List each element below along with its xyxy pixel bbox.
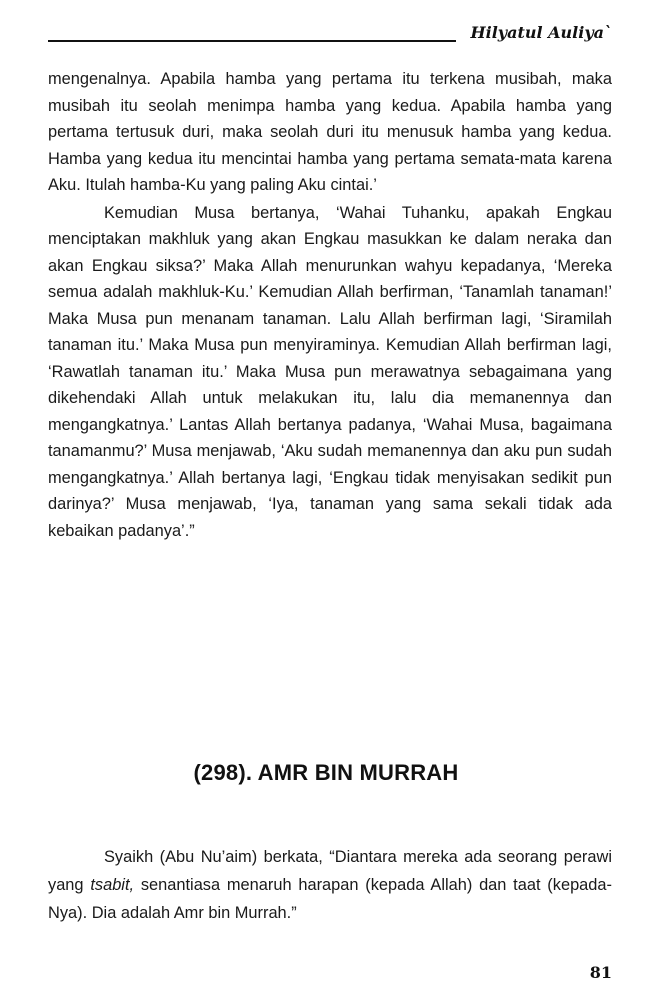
section-text <box>48 843 612 927</box>
paragraph-2: Kemudian Musa bertanya, ‘Wahai Tuhanku, apakah Engkau menciptakan makhluk yang akan Engkau masukkan ke dalam neraka dan akan Engkau siksa?’ Maka Allah menurunkan wahyu kepadanya, ‘Mereka semua adalah makhluk-Ku.’ Kemudian Allah berfirman, ‘Tanamlah tanaman!’ Maka Musa pun menanam tanaman. Lalu Allah berfirman lagi, ‘Siramilah tanaman itu.’ Maka Musa pun menyiraminya. Kemudian Allah berfirman lagi, ‘Rawatlah tanaman itu.’ Maka Musa pun merawatnya sebagaimana yang dikehendaki Allah untuk melakukan itu, lalu dia memanennya dan mengangkatnya.’ Lantas Allah bertanya padanya, ‘Wahai Musa, bagaimana tanamanmu?’ Musa menjawab, ‘Aku sudah memanennya dan aku pun sudah mengangkatnya.’ Allah bertanya lagi, ‘Engkau tidak menyisakan sedikit pun darinya?’ Musa menjawab, ‘Iya, tanaman yang sama sekali tidak ada kebaikan padanya’.” <box>48 203 612 540</box>
header-rule <box>48 40 456 42</box>
main-text <box>48 66 612 544</box>
section-text-start: Syaikh (Abu Nu’aim) berkata, “Diantara mereka ada seorang perawi yang <box>48 848 612 894</box>
paragraph-1: mengenalnya. Apabila hamba yang pertama itu terkena musibah, maka musibah itu seolah menimpa hamba yang kedua. Apabila hamba yang pertama tertusuk duri, maka seolah duri itu menusuk hamba yang kedua. Hamba yang kedua itu mencintai hamba yang pertama semata-mata karena Aku. Itulah hamba-Ku yang paling Aku cintai.’ <box>48 70 612 194</box>
running-title: Hilyatul Auliya` <box>470 23 612 42</box>
italic-term: tsabit, <box>90 876 135 894</box>
section-text-end: senantiasa menaruh harapan (kepada Allah) dan taat (kepada-Nya). Dia adalah Amr bin Murrah.” <box>48 876 612 922</box>
section-paragraph <box>48 843 612 927</box>
page-number: 81 <box>589 963 612 982</box>
section-title: (298). AMR BIN MURRAH <box>193 760 459 785</box>
